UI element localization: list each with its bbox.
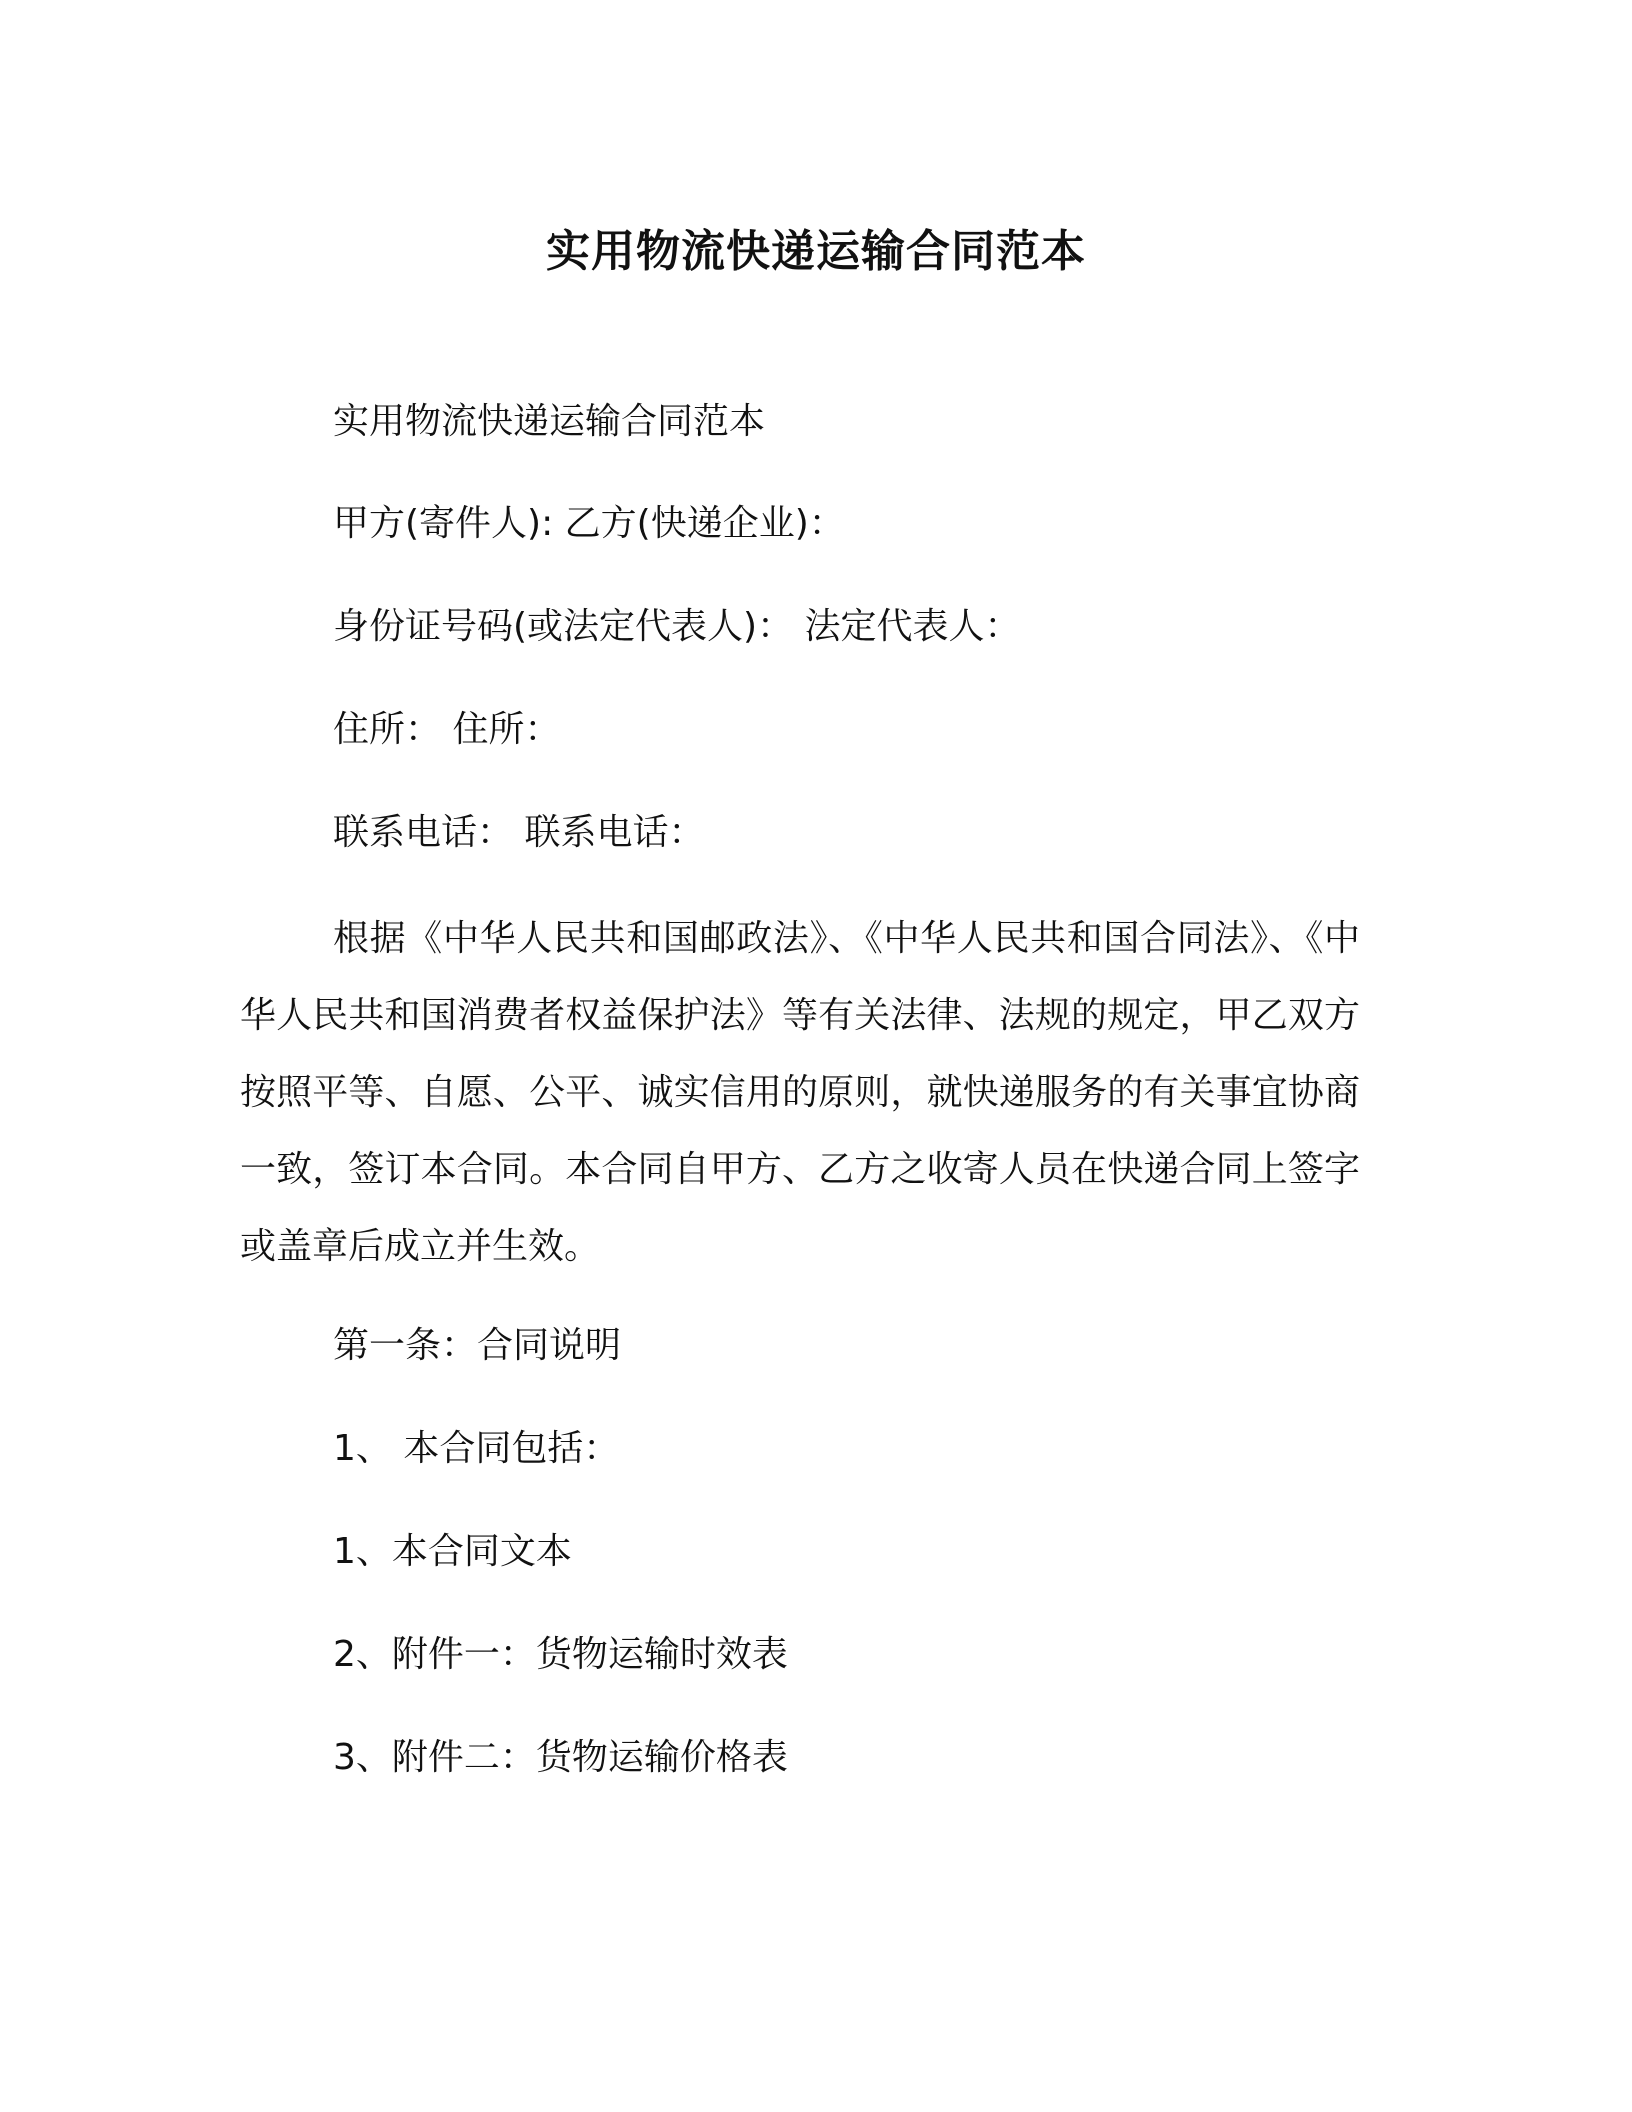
preamble-paragraph: 根据《中华人民共和国邮政法》、《中华人民共和国合同法》、《中华人民共和国消费者权益保护法》等有关法律、法规的规定，甲乙双方按照平等、自愿、公平、诚实信用的原则，就快递服务的有关事宜协商一致，签订本合同。本合同自甲方、乙方之收寄人员在快递合同上签字或盖章后成立并生效。 xyxy=(240,918,1360,1267)
section-heading: 第一条：合同说明 xyxy=(333,1325,622,1366)
subtitle-line: 实用物流快递运输合同范本 xyxy=(333,401,766,442)
list-item: 1、 本合同包括： xyxy=(333,1428,620,1469)
id-representative-line: 身份证号码(或法定代表人)： 法定代表人： xyxy=(333,606,1021,647)
list-item: 3、附件二：货物运输价格表 xyxy=(333,1737,788,1778)
list-item: 2、附件一：货物运输时效表 xyxy=(333,1634,788,1675)
phone-line: 联系电话： 联系电话： xyxy=(333,812,705,853)
document-title: 实用物流快递运输合同范本 xyxy=(546,226,1086,277)
party-line: 甲方(寄件人): 乙方(快递企业)： xyxy=(333,503,845,544)
list-item: 1、本合同文本 xyxy=(333,1531,572,1572)
address-line: 住所： 住所： xyxy=(333,709,561,750)
